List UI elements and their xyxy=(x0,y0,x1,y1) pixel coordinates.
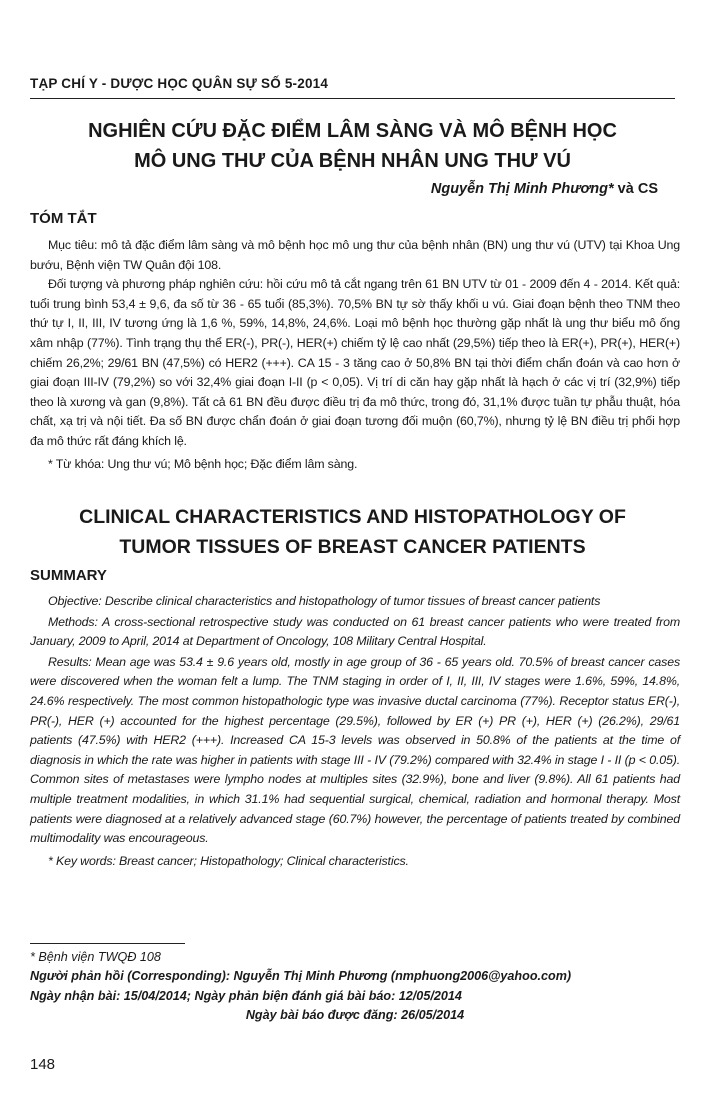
footnote-corresponding: Người phản hồi (Corresponding): Nguyễn Thị Minh Phương (nmphuong2006@yahoo.com) xyxy=(30,969,572,984)
footnote-rule xyxy=(30,943,185,944)
authors xyxy=(431,181,658,197)
english-methods-paragraph: Methods: A cross-sectional retrospective study was conducted on 61 breast cancer patients who were treated from January, 2009 to April, 2014 at Department of Oncology, 108 Military Central Hospital. xyxy=(30,614,680,649)
english-title-line1: CLINICAL CHARACTERISTICS AND HISTOPATHOLOGY OF xyxy=(79,506,626,528)
english-results-paragraph: Results: Mean age was 53.4 ± 9.6 years old, mostly in age group of 36 - 65 years old. 70.5% of breast cancer cases were discovered when the woman felt a lump. The TNM staging in order of I, II, III, IV stages were 1.6%, 59%, 14.8%, 24.6% respectively. The most common histopathologic type was invasive ductal carcinoma (77%). Receptor status ER(-), PR(-), HER (+) accounted for the highest percentage (29.5%), followed by ER (+) PR (+), HER (+) (26.2%), 29/61 patients (47.5%) with HER2 (+++). Increased CA 15-3 levels was observed in 50.8% of the patients at the time of diagnosis in which the rate was higher in patients with stage III - IV (79.2%) compared with 32.4% in stage I - II (p < 0.05). Common sites of metastases were lympho nodes at multiples sites (32.9%), bone and liver (9.8%). All 61 patients had multiple treatment modalities, in which 31.1% had sequential surgical, chemical, radiation and hormonal therapy. Most patients were diagnosed at a relatively advanced stage (60.7%) however, the percentage of patients treated by combined multimodality was encourageous. xyxy=(30,654,680,846)
vietnamese-keywords: * Từ khóa: Ung thư vú; Mô bệnh học; Đặc điểm lâm sàng. xyxy=(48,456,358,471)
english-title xyxy=(30,502,675,562)
vietnamese-methods-results-paragraph: Đối tượng và phương pháp nghiên cứu: hồi cứu mô tả cắt ngang trên 61 BN UTV từ 01 - 2009 đến 4 - 2014. Kết quả: tuổi trung bình 53,4 ± 9,6, đa số từ 36 - 65 tuổi (85,3%). 70,5% BN tự sờ thấy khối u vú. Giai đoạn bệnh theo TNM theo thứ tự I, II, III, IV tương ứng là 1,6 %, 59%, 14,8%, 24,6%. Loại mô bệnh học thường gặp nhất là ung thư biểu mô ống xâm nhập (77%). Tình trạng thụ thể ER(-), PR(-), HER(+) chiếm tỷ lệ cao nhất (29,5%) tiếp theo là ER(+), PR(+), HER(+) chiếm 26,2%; 29/61 BN (47,5%) có HER2 (+++). CA 15 - 3 tăng cao ở 50,8% BN tại thời điểm chẩn đoán và cao hơn ở giai đoạn III-IV (79,2%) so với 32,4% giai đoạn I-II (p < 0,05). Vị trí di căn hay gặp nhất là hạch ở các vị trí (32,9%) tiếp theo là xương và gan (9,8%). Tất cả 61 BN đều được điều trị đa mô thức, trong đó, 31,1% được tuần tự phẫu thuật, hóa chất, xạ trị và nội tiết. Đa số BN được chẩn đoán ở giai đoạn tương đối muộn (60,7%), nhưng tỷ lệ BN điều trị phối hợp đa mô thức rất đáng khích lệ. xyxy=(30,277,680,448)
footnote-affiliation: * Bệnh viện TWQĐ 108 xyxy=(30,950,161,964)
footnotes xyxy=(30,948,680,1026)
vietnamese-title xyxy=(30,116,675,176)
vietnamese-objective-paragraph: Mục tiêu: mô tả đặc điểm lâm sàng và mô bệnh học mô ung thư của bệnh nhân (BN) ung thư vú (UTV) tại Khoa Ung bướu, Bệnh viện TW Quân đội 108. xyxy=(30,238,680,272)
vietnamese-title-line2: MÔ UNG THƯ CỦA BỆNH NHÂN UNG THƯ VÚ xyxy=(134,150,571,172)
english-title-line2: TUMOR TISSUES OF BREAST CANCER PATIENTS xyxy=(119,536,586,558)
vietnamese-abstract xyxy=(30,236,680,474)
english-objective-paragraph: Objective: Describe clinical characteristics and histopathology of tumor tissues of breast cancer patients xyxy=(48,594,601,608)
english-keywords: * Key words: Breast cancer; Histopathology; Clinical characteristics. xyxy=(48,853,409,868)
author-suffix: và CS xyxy=(613,181,658,197)
english-summary-heading: SUMMARY xyxy=(30,567,107,584)
english-abstract xyxy=(30,592,680,872)
footnote-dates: Ngày nhận bài: 15/04/2014; Ngày phản biện đánh giá bài báo: 12/05/2014 xyxy=(30,988,462,1003)
vietnamese-title-line1: NGHIÊN CỨU ĐẶC ĐIỂM LÂM SÀNG VÀ MÔ BỆNH HỌC xyxy=(88,120,617,142)
author-name: Nguyễn Thị Minh Phương* xyxy=(430,181,614,197)
header-rule xyxy=(30,98,675,99)
vietnamese-summary-heading: TÓM TẮT xyxy=(30,210,97,227)
journal-header: TẠP CHÍ Y - DƯỢC HỌC QUÂN SỰ SỐ 5-2014 xyxy=(30,76,329,91)
page-number: 148 xyxy=(30,1056,56,1073)
footnote-published: Ngày bài báo được đăng: 26/05/2014 xyxy=(245,1008,465,1023)
